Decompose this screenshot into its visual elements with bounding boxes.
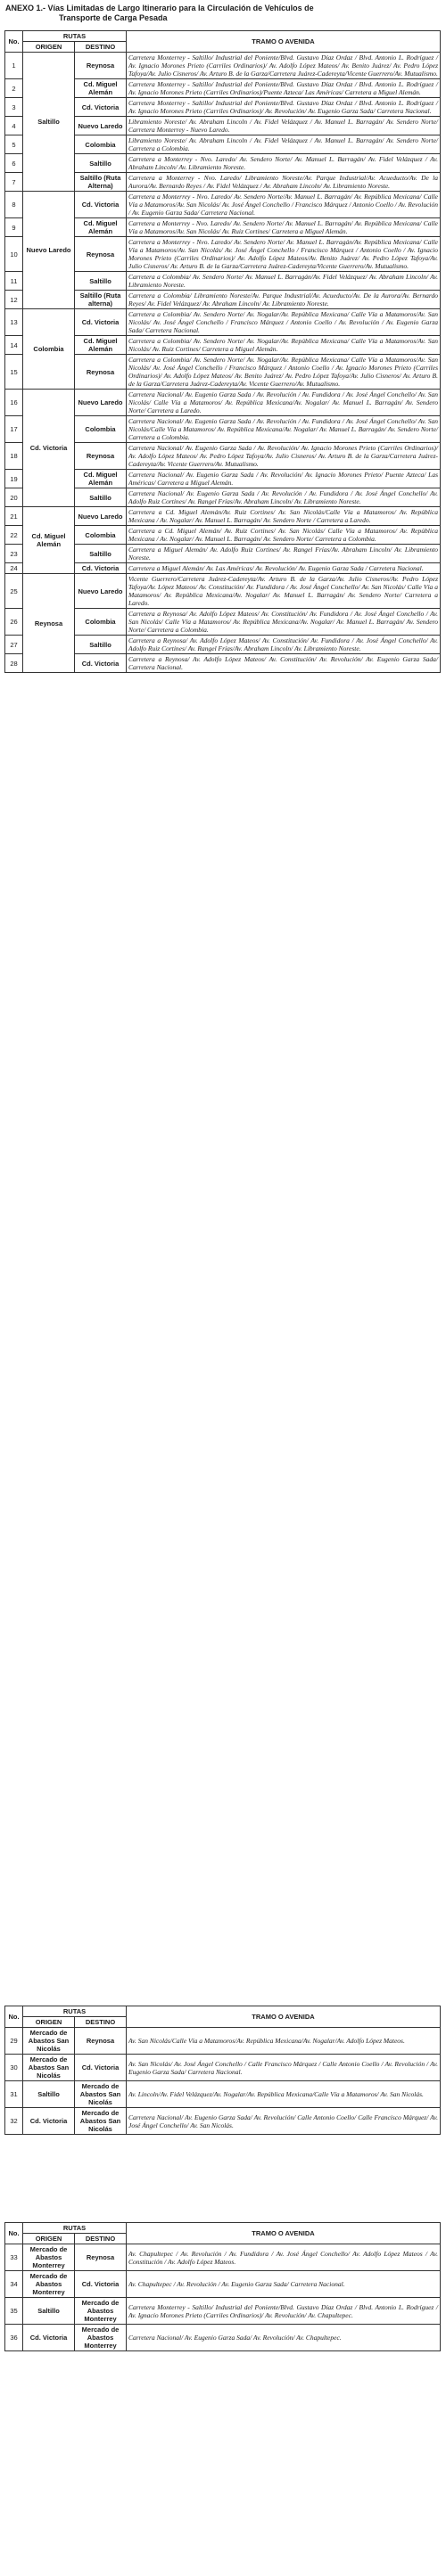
route-tramo: Carretera Monterrey - Saltillo/ Industrial del Poniente/Blvd. Gustavo Díaz Ordaz / Blvd. Antonio L. Rodríguez / Av. Ignacio Morones Prieto (Carriles Ordinarios)/Puente Azteca/ Las Américas/ Carretera a Miguel Alemán. (127, 79, 441, 98)
route-number: 33 (5, 2244, 23, 2271)
route-tramo: Carretera a Monterrey - Nvo. Laredo/ Av. Sendero Norte/ Av. Manuel L. Barragán/Av. República Mexicana/ Calle Vía a Matamoros/Av. San Nicolás/ Av. José Ángel Conchello / Francisco Márquez / Antonio Coello / Av. Ignacio Morones Prieto (Carriles Ordinarios)/ Av. Adolfo López Mateos/Av. Benito Juárez/ Av. Pedro López Tafoya/Av. Julio Cisneros/ Av. Arturo B. de la Garza/Carretera Juárez-Cadereyta/Vicente Guerrero/Av. Mutualismo. (127, 237, 441, 272)
routes-body-main (5, 53, 441, 673)
route-destination: Reynosa (75, 355, 127, 390)
route-destination: Nuevo Laredo (75, 574, 127, 609)
route-row (5, 309, 441, 336)
route-origin: Cd. Victoria (23, 2325, 75, 2351)
route-tramo: Av. San Nicolás/Calle Vía a Matamoros/Av. República Mexicana/Av. Nogalar/Av. Adolfo López Mateos. (127, 2028, 441, 2055)
route-tramo: Av. Chapultepec / Av. Revolución / Av. Fundidora / Av. José Ángel Conchello/ Av. Adolfo López Mateos / Av. Constitución / Av. Adolfo López Mateos. (127, 2244, 441, 2271)
route-number: 1 (5, 53, 23, 79)
route-destination: Saltillo (75, 272, 127, 291)
route-tramo: Carretera Monterrey - Saltillo/ Industrial del Poniente/Blvd. Gustavo Díaz Ordaz / Blvd. Antonio L. Rodríguez / Av. Ignacio Morones Prieto (Carriles Ordinarios)/ Av. Revolución/ Av. Eugenio Garza Sada/ Carretera Nacional. (127, 98, 441, 117)
route-tramo: Carretera a Miguel Alemán/ Av. Las Américas/ Av. Revolución/ Av. Eugenio Garza Sada / Carretera Nacional. (127, 563, 441, 574)
route-tramo: Carretera Nacional/ Av. Eugenio Garza Sada / Av. Revolución / Av. Fundidora / Av. José Ángel Conchello/ Av. San Nicolás/Calle Vía a Matamoros/ Av. República Mexicana/Av. Nogalar/ Av. Manuel L. Barragán/ Av. Sendero Norte/ Carretera a Colombia. (127, 416, 441, 443)
route-row (5, 507, 441, 526)
route-number: 20 (5, 488, 23, 507)
header-origen: ORIGEN (23, 42, 75, 53)
route-number: 8 (5, 192, 23, 218)
title-line-2: Transporte de Carga Pesada (59, 13, 168, 22)
route-tramo: Carretera Nacional/ Av. Eugenio Garza Sada / Av. Revolución/ Av. Ignacio Morones Prieto/ Puente Azteca/ Las Américas/ Carretera a Miguel Alemán. (127, 470, 441, 488)
route-tramo: Carretera Nacional/ Av. Eugenio Garza Sada/ Av. Revolución/ Calle Antonio Coello/ Calle Francisco Márquez/ Av. José Ángel Conchello/ Av. San Nicolás. (127, 2108, 441, 2135)
route-destination: Colombia (75, 526, 127, 545)
route-destination: Mercado de Abastos Monterrey (75, 2325, 127, 2351)
route-tramo: Carretera a Colombia/ Av. Sendero Norte/ Av. Manuel L. Barragán/Av. Fidel Velázquez/ Av. Abraham Lincoln/ Av. Libramiento Noreste. (127, 272, 441, 291)
routes-table-monterrey (4, 2222, 441, 2351)
route-destination: Cd. Victoria (75, 2055, 127, 2081)
route-origin: Mercado de Abastos San Nicolás (23, 2055, 75, 2081)
route-number: 21 (5, 507, 23, 526)
route-number: 11 (5, 272, 23, 291)
route-tramo: Carretera a Colombia/ Av. Sendero Norte/ Av. Nogalar/Av. República Mexicana/ Calle Vía a Matamoros/Av. San Nicolás/ Av. José Ángel Conchello / Francisco Márquez / Antonio Coello / Av. Revolución / Av. Eugenio Garza Sada/ Carretera Nacional. (127, 309, 441, 336)
route-destination: Colombia (75, 135, 127, 154)
route-tramo: Carretera a Cd. Miguel Alemán/ Av. Ruiz Cortines/ Av. San Nicolás/ Calle Vía a Matamoros/ Av. República Mexicana / Av. Nogalar/ Av. Manuel L. Barragán/ Av. Sendero Norte/ Carretera a Colombia. (127, 526, 441, 545)
route-origin: Saltillo (23, 2298, 75, 2325)
route-destination: Cd. Victoria (75, 309, 127, 336)
route-destination: Saltillo (75, 636, 127, 654)
route-destination: Nuevo Laredo (75, 390, 127, 416)
route-tramo: Carretera a Colombia/ Av. Sendero Norte/ Av. Nogalar/Av. República Mexicana/ Calle Vía a Matamoros/Av. San Nicolás/ Av. José Ángel Conchello / Francisco Márquez / Antonio Coello / Av. Ignacio Morones Prieto (Carriles Ordinarios)/ Av. Adolfo López Mateos/ Av. Benito Juárez/ Av. Pedro López Tafoya/Av. Julio Cisneros/ Av. Arturo B. de la Garza/Carretera Juárez-Cadereyta/Av. Vicente Guerrero/Av. Mutualismo. (127, 355, 441, 390)
route-tramo: Carretera a Miguel Alemán/ Av. Adolfo Ruiz Cortines/ Av. Rangel Frías/Av. Abraham Lincoln/ Av. Libramiento Noreste. (127, 545, 441, 563)
route-origin: Cd. Miguel Alemán (23, 507, 75, 574)
route-destination: Colombia (75, 416, 127, 443)
route-number: 26 (5, 609, 23, 636)
route-number: 4 (5, 117, 23, 135)
route-row (5, 192, 441, 218)
route-number: 25 (5, 574, 23, 609)
route-destination: Saltillo (75, 154, 127, 173)
route-number: 30 (5, 2055, 23, 2081)
header-no: No. (5, 31, 23, 53)
route-origin: Mercado de Abastos Monterrey (23, 2271, 75, 2298)
routes-table-san-nicolas (4, 2006, 441, 2135)
route-number: 2 (5, 79, 23, 98)
title-line-1: ANEXO 1.- Vías Limitadas de Largo Itinerario para la Circulación de Vehículos de (5, 4, 314, 12)
header-rutas: RUTAS (23, 2223, 127, 2234)
route-destination: Mercado de Abastos Monterrey (75, 2298, 127, 2325)
header-rutas: RUTAS (23, 31, 127, 42)
route-origin: Saltillo (23, 2081, 75, 2108)
header-no: No. (5, 2006, 23, 2028)
route-destination: Saltillo (75, 488, 127, 507)
route-destination: Mercado de Abastos San Nicolás (75, 2081, 127, 2108)
route-tramo: Carretera a Colombia/ Av. Sendero Norte/ Av. Nogalar/Av. República Mexicana/ Calle Vía a Matamoros/Av. San Nicolás/ Av. Ruiz Cortines/ Carretera a Miguel Alemán. (127, 336, 441, 355)
route-tramo: Carretera a Colombia/ Libramiento Noreste/Av. Parque Industrial/Av. Acueducto/Av. De la Aurora/Av. Bernardo Reyes/ Av. Fidel Velázquez/ Av. Abraham Lincoln/ Av. Libramiento Noreste. (127, 291, 441, 309)
route-row (5, 2271, 441, 2298)
route-origin: Reynosa (23, 574, 75, 673)
route-number: 23 (5, 545, 23, 563)
header-origen: ORIGEN (23, 2234, 75, 2244)
route-tramo: Carretera a Reynosa/ Av. Adolfo López Mateos/ Av. Constitución/ Av. Fundidora / Av. José Ángel Conchello/ Av. Adolfo Ruiz Cortines/ Av. Rangel Frías/Av. Abraham Lincoln/ Av. Libramiento Noreste. (127, 636, 441, 654)
route-destination: Cd. Miguel Alemán (75, 79, 127, 98)
route-row (5, 574, 441, 609)
route-destination: Mercado de Abastos San Nicolás (75, 2108, 127, 2135)
route-destination: Saltillo (Ruta alterna) (75, 291, 127, 309)
route-origin: Nuevo Laredo (23, 192, 75, 309)
route-row (5, 2028, 441, 2055)
route-tramo: Carretera Nacional/ Av. Eugenio Garza Sada / Av. Revolución/ Av. Ignacio Morones Prieto (Carriles Ordinarios)/ Av. Adolfo López Mateos/ Av. Pedro López Tafoya/Av. Julio Cisneros/ Av. Arturo B. de la Garza/Carretera Juárez-Cadereyta/Av. Vicente Guerrero/Av. Mutualismo. (127, 443, 441, 470)
header-destino: DESTINO (75, 2234, 127, 2244)
route-tramo: Libramiento Noreste/ Av. Abraham Lincoln / Av. Fidel Velázquez / Av. Manuel L. Barragán/ Av. Sendero Norte/ Carretera Monterrey - Nuevo Laredo. (127, 117, 441, 135)
route-origin: Cd. Victoria (23, 390, 75, 507)
route-destination: Cd. Victoria (75, 2271, 127, 2298)
route-origin: Mercado de Abastos Monterrey (23, 2244, 75, 2271)
document-title (5, 4, 441, 23)
routes-body-monterrey (5, 2244, 441, 2351)
route-number: 17 (5, 416, 23, 443)
route-destination: Saltillo (75, 545, 127, 563)
route-row (5, 2055, 441, 2081)
route-number: 5 (5, 135, 23, 154)
route-number: 6 (5, 154, 23, 173)
route-number: 35 (5, 2298, 23, 2325)
route-tramo: Av. Chapultepec / Av. Revolución / Av. Eugenio Garza Sada/ Carretera Nacional. (127, 2271, 441, 2298)
route-origin: Mercado de Abastos San Nicolás (23, 2028, 75, 2055)
route-tramo: Carretera a Monterrey - Nvo. Laredo/ Av. Sendero Norte/ Av. Manuel L. Barragán/ Av. República Mexicana/ Calle Vía a Matamoros/Av. San Nicolás/ Av. Ruiz Cortines/ Carretera a Miguel Alemán. (127, 218, 441, 237)
header-tramo: TRAMO O AVENIDA (127, 2006, 441, 2028)
header-tramo: TRAMO O AVENIDA (127, 2223, 441, 2244)
route-number: 16 (5, 390, 23, 416)
route-tramo: Carretera a Reynosa/ Av. Adolfo López Mateos/ Av. Constitución/ Av. Revolución/ Av. Eugenio Garza Sada/ Carretera Nacional. (127, 654, 441, 673)
route-row (5, 2298, 441, 2325)
route-number: 10 (5, 237, 23, 272)
route-row (5, 2081, 441, 2108)
route-tramo: Av. Lincoln/Av. Fidel Velázquez/Av. Nogalar/Av. República Mexicana/Calle Vía a Matamoros/ Av. San Nicolás. (127, 2081, 441, 2108)
route-number: 18 (5, 443, 23, 470)
route-tramo: Libramiento Noreste/ Av. Abraham Lincoln / Av. Fidel Velázquez / Av. Manuel L. Barragán/ Av. Sendero Norte/ Carretera a Colombia. (127, 135, 441, 154)
route-number: 19 (5, 470, 23, 488)
route-tramo: Carretera a Monterrey - Nvo. Laredo/ Av. Sendero Norte/Av. Manuel L. Barragán/ Av. República Mexicana/ Calle Vía a Matamoros/Av. San Nicolás/ Av. José Ángel Conchello / Francisco Márquez / Antonio Coello / Av. Revolución / Av. Eugenio Garza Sada/ Carretera Nacional. (127, 192, 441, 218)
route-number: 12 (5, 291, 23, 309)
route-number: 34 (5, 2271, 23, 2298)
route-tramo: Carretera Monterrey - Saltillo/ Industrial del Poniente/Blvd. Gustavo Díaz Ordaz / Blvd. Antonio L. Rodríguez / Av. Ignacio Morones Prieto (Carriles Ordinarios)/ Av. Revolución/ Av. Chapultepec. (127, 2298, 441, 2325)
routes-table-main (4, 30, 441, 673)
route-number: 32 (5, 2108, 23, 2135)
header-destino: DESTINO (75, 2017, 127, 2028)
route-number: 28 (5, 654, 23, 673)
route-destination: Cd. Victoria (75, 654, 127, 673)
route-number: 13 (5, 309, 23, 336)
route-destination: Cd. Miguel Alemán (75, 336, 127, 355)
route-number: 22 (5, 526, 23, 545)
route-destination: Nuevo Laredo (75, 507, 127, 526)
header-tramo: TRAMO O AVENIDA (127, 31, 441, 53)
header-destino: DESTINO (75, 42, 127, 53)
route-destination: Cd. Victoria (75, 192, 127, 218)
route-destination: Reynosa (75, 2244, 127, 2271)
route-number: 27 (5, 636, 23, 654)
route-number: 3 (5, 98, 23, 117)
route-tramo: Carretera a Monterrey - Nvo. Laredo/ Av. Sendero Norte/ Av. Manuel L. Barragán/ Av. Fidel Velázquez / Av. Abraham Lincoln/ Av. Libramiento Noreste. (127, 154, 441, 173)
route-tramo: Carretera Nacional/ Av. Eugenio Garza Sada/ Av. Revolución/ Av. Chapultepec. (127, 2325, 441, 2351)
route-row (5, 2325, 441, 2351)
route-number: 29 (5, 2028, 23, 2055)
route-tramo: Av. San Nicolás/ Av. José Ángel Conchello / Calle Francisco Márquez / Calle Antonio Coello / Av. Revolución / Av. Eugenio Garza Sada/ Carretera Nacional. (127, 2055, 441, 2081)
route-tramo: Carretera Nacional/ Av. Eugenio Garza Sada / Av. Revolución / Av. Fundidora / Av. José Ángel Conchello/ Av. San Nicolás/ Calle Vía a Matamoros/ Av. República Mexicana/Av. Nogalar/ Av. Manuel L. Barragán/ Av. Sendero Norte/ Carretera a Laredo. (127, 390, 441, 416)
route-destination: Cd. Victoria (75, 98, 127, 117)
route-tramo: Carretera a Reynosa/ Av. Adolfo López Mateos/ Av. Constitución/ Av. Fundidora / Av. José Ángel Conchello / Av. San Nicolás/ Calle Vía a Matamoros/ Av. República Mexicana/Av. Nogalar/ Av. Manuel L. Barragán/ Av. Sendero Norte/ Carretera a Colombia. (127, 609, 441, 636)
route-number: 7 (5, 173, 23, 192)
route-row (5, 2244, 441, 2271)
route-tramo: Vicente Guerrero/Carretera Juárez-Cadereyta/Av. Arturo B. de la Garza/Av. Julio Cisneros/Av. Pedro López Tafoya/Av. López Mateos/ Av. Constitución/ Av. Fundidora / Av. José Ángel Conchello/ Av. San Nicolás/ Calle Vía a Matamoros/ Av. República Mexicana/Av. Nogalar/ Av. Manuel L. Barragán/ Av. Sendero Norte/ Carretera a Laredo. (127, 574, 441, 609)
route-number: 14 (5, 336, 23, 355)
route-number: 9 (5, 218, 23, 237)
route-number: 15 (5, 355, 23, 390)
route-tramo: Carretera a Cd. Miguel Alemán/Av. Ruiz Cortines/ Av. San Nicolás/Calle Vía a Matamoros/ Av. República Mexicana / Av. Nogalar/ Av. Manuel L. Barragán/ Av. Sendero Norte / Carretera a Laredo. (127, 507, 441, 526)
route-tramo: Carretera Nacional/ Av. Eugenio Garza Sada / Av. Revolución / Av. Fundidora / Av. José Ángel Conchello/ Av. Adolfo Ruiz Cortines/ Av. Rangel Frías/Av. Abraham Lincoln/ Av. Libramiento Noreste. (127, 488, 441, 507)
route-origin: Colombia (23, 309, 75, 390)
header-rutas: RUTAS (23, 2006, 127, 2017)
route-destination: Cd. Miguel Alemán (75, 470, 127, 488)
routes-body-san-nicolas (5, 2028, 441, 2135)
route-destination: Reynosa (75, 2028, 127, 2055)
route-destination: Colombia (75, 609, 127, 636)
route-number: 24 (5, 563, 23, 574)
route-destination: Cd. Miguel Alemán (75, 218, 127, 237)
route-row (5, 390, 441, 416)
route-origin: Saltillo (23, 53, 75, 192)
header-origen: ORIGEN (23, 2017, 75, 2028)
route-tramo: Carretera a Monterrey - Nvo. Laredo/ Libramiento Noreste/Av. Parque Industrial/Av. Acueducto/Av. De la Aurora/Av. Bernardo Reyes / Av. Fidel Velázquez / Av. Abraham Lincoln/ Av. Libramiento Noreste. (127, 173, 441, 192)
route-number: 31 (5, 2081, 23, 2108)
header-no: No. (5, 2223, 23, 2244)
route-number: 36 (5, 2325, 23, 2351)
route-destination: Nuevo Laredo (75, 117, 127, 135)
route-destination: Reynosa (75, 237, 127, 272)
route-row (5, 2108, 441, 2135)
route-destination: Reynosa (75, 53, 127, 79)
route-destination: Reynosa (75, 443, 127, 470)
route-origin: Cd. Victoria (23, 2108, 75, 2135)
route-destination: Saltillo (Ruta Alterna) (75, 173, 127, 192)
route-destination: Cd. Victoria (75, 563, 127, 574)
route-row (5, 53, 441, 79)
route-tramo: Carretera Monterrey - Saltillo/ Industrial del Poniente/Blvd. Gustavo Díaz Ordaz / Blvd. Antonio L. Rodríguez / Av. Ignacio Morones Prieto (Carriles Ordinarios)/ Av. Adolfo López Mateos/ Av. Benito Juárez/ Av. Pedro López Tafoya/Av. Julio Cisneros/ Av. Arturo B. de la Garza/Carretera Juárez-Cadereyta/Vicente Guerrero/Av. Mutualismo. (127, 53, 441, 79)
